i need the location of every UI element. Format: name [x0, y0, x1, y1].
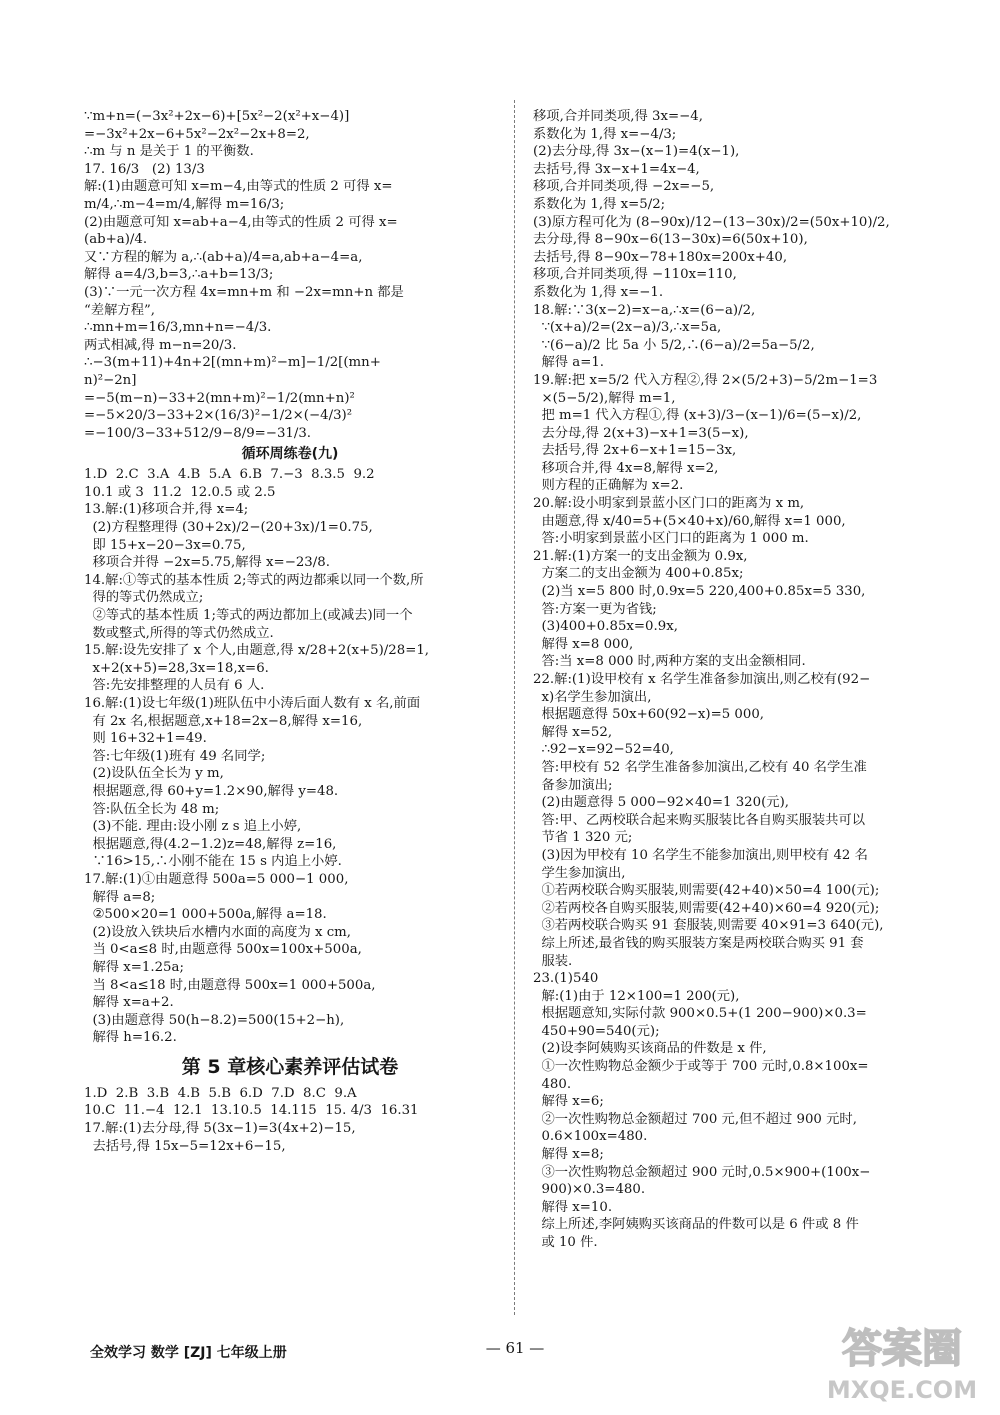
text-line: (2)设放入铁块后水槽内水面的高度为 x cm,: [84, 924, 351, 940]
text-line: 14.解:①等式的基本性质 2;等式的两边都乘以同一个数,所: [84, 572, 424, 588]
text-line: n)²−2n]: [84, 372, 137, 388]
text-line: 有 2x 名,根据题意,x+18=2x−8,解得 x=16,: [84, 713, 363, 729]
text-line: 17. 16/3 (2) 13/3: [84, 161, 205, 177]
text-line: ×(5−5/2),解得 m=1,: [533, 390, 676, 406]
text-line: =−5×20/3−33+2×(16/3)²−1/2×(−4/3)²: [84, 408, 353, 424]
text-line: x)名学生参加演出,: [533, 689, 652, 705]
text-line: 答:队伍全长为 48 m;: [84, 801, 220, 817]
text-line: 由题意,得 x/40=5+(5×40+x)/60,解得 x=1 000,: [533, 513, 846, 529]
text-line: ②若两校各自购买服装,则需要(42+40)×60=4 920(元);: [533, 900, 880, 916]
text-line: 10.C 11.−4 12.1 13.10.5 14.115 15. 4/3 16.31: [84, 1103, 419, 1119]
text-line: (2)方程整理得 (30+2x)/2−(20+3x)/1=0.75,: [84, 520, 373, 536]
text-line: 解得 x=52,: [533, 724, 613, 740]
text-line: 系数化为 1,得 x=5/2;: [533, 196, 666, 212]
column-divider: [514, 100, 515, 1315]
right-column: [533, 108, 929, 1252]
text-line: 21.解:(1)方案一的支出金额为 0.9x,: [533, 548, 748, 564]
text-line: (2)去分母,得 3x−(x−1)=4(x−1),: [533, 144, 740, 160]
text-line: ∴92−x=92−52=40,: [533, 742, 674, 758]
text-line: 解得 h=16.2.: [84, 1030, 177, 1046]
text-line: 移项合并得 −2x=5.75,解得 x=−23/8.: [84, 555, 330, 571]
text-line: 去括号,得 8−90x−78+180x=200x+40,: [533, 249, 788, 265]
text-line: 答:小明家到景蓝小区门口的距离为 1 000 m.: [533, 531, 809, 547]
section-heading: 第 5 章核心素养评估试卷: [181, 1055, 399, 1078]
text-line: 答:先安排整理的人员有 6 人.: [84, 678, 265, 694]
text-line: 22.解:(1)设甲校有 x 名学生准备参加演出,则乙校有(92−: [533, 672, 871, 687]
text-line: 把 m=1 代入方程①,得 (x+3)/3−(x−1)/6=(5−x)/2,: [533, 408, 862, 424]
text-line: 方案二的支出金额为 400+0.85x;: [533, 566, 744, 582]
text-line: (3)不能. 理由:设小刚 z s 追上小婷,: [84, 819, 302, 835]
text-line: 16.解:(1)设七年级(1)班队伍中小涛后面人数有 x 名,前面: [84, 696, 421, 711]
text-line: 当 8<a≤18 时,由题意得 500x=1 000+500a,: [84, 977, 376, 993]
section-heading: 循环周练卷(九): [241, 446, 339, 463]
text-line: 10.1 或 3 11.2 12.0.5 或 2.5: [84, 484, 276, 500]
text-line: 答:甲校有 52 名学生准备参加演出,乙校有 40 名学生准: [533, 759, 867, 775]
text-line: 解:(1)由于 12×100=1 200(元),: [533, 988, 740, 1004]
text-line: ∵m+n=(−3x²+2x−6)+[5x²−2(x²+x−4)]: [84, 109, 350, 124]
text-line: (2)由题意得 5 000−92×40=1 320(元),: [533, 795, 789, 811]
text-line: (2)设李阿姨购买该商品的件数是 x 件,: [533, 1041, 767, 1057]
text-line: 解得 x=a+2.: [84, 995, 174, 1011]
watermark-url: MXQE.COM: [826, 1376, 978, 1404]
text-line: 得的等式仍然成立;: [84, 590, 204, 606]
text-line: 900)×0.3=480.: [533, 1182, 646, 1198]
text-line: 当 0<a≤8 时,由题意得 500x=100x+500a,: [84, 942, 362, 958]
text-line: 移项合并,得 4x=8,解得 x=2,: [533, 460, 719, 476]
text-line: 学生参加演出,: [533, 865, 626, 881]
text-line: m/4,∴m−4=m/4,解得 m=16/3;: [84, 196, 285, 212]
text-line: 1.D 2.B 3.B 4.B 5.B 6.D 7.D 8.C 9.A: [84, 1085, 357, 1101]
text-line: =−100/3−33+512/9−8/9=−31/3.: [84, 425, 312, 441]
text-line: 19.解:把 x=5/2 代入方程②,得 2×(5/2+3)−5/2m−1=3: [533, 372, 878, 388]
text-line: 去分母,得 8−90x−6(13−30x)=6(50x+10),: [533, 232, 808, 248]
text-line: ②500×20=1 000+500a,解得 a=18.: [84, 907, 327, 923]
text-line: 又∵方程的解为 a,∴(ab+a)/4=a,ab+a−4=a,: [84, 249, 363, 265]
text-line: 根据题意知,实际付款 900×0.5+(1 200−900)×0.3=: [533, 1006, 867, 1022]
text-line: x+2(x+5)=28,3x=18,x=6.: [84, 660, 269, 676]
text-line: 18.解:∵3(x−2)=x−a,∴x=(6−a)/2,: [533, 302, 756, 318]
text-line: ②等式的基本性质 1;等式的两边都加上(或减去)同一个: [84, 608, 413, 624]
text-line: 1.D 2.C 3.A 4.B 5.A 6.B 7.−3 8.3.5 9.2: [84, 467, 375, 483]
text-line: 17.解:(1)①由题意得 500a=5 000−1 000,: [84, 871, 349, 887]
text-line: ②一次性购物总金额超过 700 元,但不超过 900 元时,: [533, 1111, 857, 1127]
text-line: 服装.: [533, 953, 573, 969]
text-line: 解得 x=8 000,: [533, 636, 634, 652]
text-line: ∴mn+m=16/3,mn+n=−4/3.: [84, 320, 272, 336]
text-line: 答:甲、乙两校联合起来购买服装比各自购买服装共可以: [533, 812, 866, 828]
text-line: ①若两校联合购买服装,则需要(42+40)×50=4 100(元);: [533, 883, 880, 899]
text-line: 移项,合并同类项,得 −2x=−5,: [533, 179, 715, 195]
text-line: 即 15+x−20−3x=0.75,: [84, 537, 246, 553]
watermark-text: 答案圈: [842, 1326, 962, 1372]
text-line: (2)设队伍全长为 y m,: [84, 766, 224, 782]
left-column: [84, 108, 496, 1155]
text-line: 根据题意得 50x+60(92−x)=5 000,: [533, 707, 765, 723]
text-line: 两式相减,得 m−n=20/3.: [84, 337, 237, 353]
text-line: 解得 a=4/3,b=3,∴a+b=13/3;: [84, 267, 274, 283]
text-line: 20.解:设小明家到景蓝小区门口的距离为 x m,: [533, 496, 805, 512]
text-line: 系数化为 1,得 x=−1.: [533, 284, 664, 300]
text-line: 解得 a=1.: [533, 355, 605, 371]
text-line: 综上所述,李阿姨购买该商品的件数可以是 6 件或 8 件: [533, 1217, 859, 1233]
text-line: 去括号,得 15x−5=12x+6−15,: [84, 1138, 286, 1154]
text-line: 移项,合并同类项,得 −110x=110,: [533, 267, 737, 283]
text-line: 备参加演出;: [533, 777, 613, 793]
text-line: 解:(1)由题意可知 x=m−4,由等式的性质 2 可得 x=: [84, 179, 393, 195]
text-line: 450+90=540(元);: [533, 1023, 660, 1039]
text-line: 解得 a=8;: [84, 889, 156, 905]
text-line: 根据题意,得 60+y=1.2×90,解得 y=48.: [84, 783, 339, 799]
text-line: (2)当 x=5 800 时,0.9x=5 220,400+0.85x=5 330,: [533, 584, 866, 600]
text-line: 480.: [533, 1076, 572, 1092]
text-line: ∵(x+a)/2=(2x−a)/3,∴x=5a,: [533, 320, 722, 336]
text-line: 17.解:(1)去分母,得 5(3x−1)=3(4x+2)−15,: [84, 1121, 356, 1137]
text-line: (3)400+0.85x=0.9x,: [533, 619, 678, 635]
text-line: 15.解:设先安排了 x 个人,由题意,得 x/28+2(x+5)/28=1,: [84, 643, 430, 659]
text-line: 移项,合并同类项,得 3x=−4,: [533, 109, 703, 124]
text-line: 23.(1)540: [533, 971, 599, 987]
text-line: 答:当 x=8 000 时,两种方案的支出金额相同.: [533, 654, 806, 670]
page-number: — 61 —: [485, 1339, 545, 1357]
text-line: 或 10 件.: [533, 1235, 598, 1250]
text-line: ③若两校联合购买 91 套服装,则需要 40×91=3 640(元),: [533, 918, 884, 934]
text-line: 13.解:(1)移项合并,得 x=4;: [84, 502, 249, 518]
text-line: 系数化为 1,得 x=−4/3;: [533, 126, 677, 142]
text-line: 节省 1 320 元;: [533, 830, 633, 846]
text-line: (3)∵一元一次方程 4x=mn+m 和 −2x=mn+n 都是: [84, 284, 404, 300]
footer-title: 全效学习 数学 [ZJ] 七年级上册: [90, 1345, 287, 1361]
text-line: 去括号,得 3x−x+1=4x−4,: [533, 161, 700, 177]
text-line: (2)由题意可知 x=ab+a−4,由等式的性质 2 可得 x=: [84, 214, 398, 230]
text-line: 解得 x=8;: [533, 1147, 604, 1163]
text-line: (3)因为甲校有 10 名学生不能参加演出,则甲校有 42 名: [533, 847, 868, 863]
text-line: 根据题意,得(4.2−1.2)z=48,解得 z=16,: [84, 836, 337, 852]
text-line: ∵(6−a)/2 比 5a 小 5/2,∴(6−a)/2=5a−5/2,: [533, 337, 815, 353]
text-line: =−3x²+2x−6+5x²−2x²−2x+8=2,: [84, 126, 310, 142]
text-line: 则 16+32+1=49.: [84, 731, 207, 747]
text-line: 答:方案一更为省钱;: [533, 601, 657, 617]
text-line: 0.6×100x=480.: [533, 1129, 648, 1145]
text-line: 解得 x=6;: [533, 1094, 604, 1110]
text-line: 去分母,得 2(x+3)−x+1=3(5−x),: [533, 425, 749, 441]
text-line: 解得 x=10.: [533, 1199, 613, 1215]
text-line: 综上所述,最省钱的购买服装方案是两校联合购买 91 套: [533, 935, 864, 951]
text-line: 答:七年级(1)班有 49 名同学;: [84, 748, 266, 764]
text-line: 则方程的正确解为 x=2.: [533, 478, 684, 494]
watermark-logo: [810, 1310, 995, 1410]
text-line: ∴−3(m+11)+4n+2[(mn+m)²−m]−1/2[(mn+: [84, 355, 381, 371]
text-line: ∴m 与 n 是关于 1 的平衡数.: [84, 144, 254, 160]
text-line: ∵16>15,∴小刚不能在 15 s 内追上小婷.: [84, 854, 342, 870]
text-line: (3)原方程可化为 (8−90x)/12−(13−30x)/2=(50x+10)/2,: [533, 214, 890, 230]
text-line: 解得 x=1.25a;: [84, 959, 184, 975]
text-line: ①一次性购物总金额少于或等于 700 元时,0.8×100x=: [533, 1059, 869, 1075]
text-line: 去括号,得 2x+6−x+1=15−3x,: [533, 443, 737, 459]
text-line: =−5(m−n)−33+2(mn+m)²−1/2(mn+n)²: [84, 390, 355, 406]
text-line: ③一次性购物总金额超过 900 元时,0.5×900+(100x−: [533, 1164, 871, 1180]
text-line: 数或整式,所得的等式仍然成立.: [84, 625, 274, 641]
text-line: (ab+a)/4.: [84, 232, 148, 248]
text-line: “差解方程”,: [84, 302, 156, 318]
text-line: (3)由题意得 50(h−8.2)=500(15+2−h),: [84, 1012, 345, 1028]
